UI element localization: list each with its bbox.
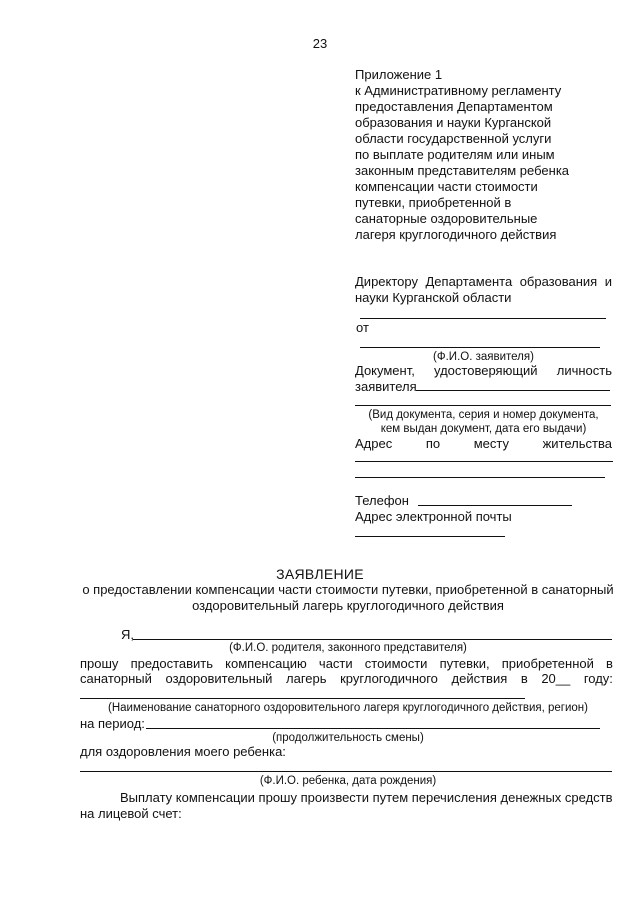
address-blank-line-2[interactable] [355,477,605,478]
word: лагерь [286,671,327,686]
word: в [520,671,528,686]
word: 20__ [541,671,571,686]
word: месту [473,436,509,451]
child-fio-hint: (Ф.И.О. ребенка, дата рождения) [259,775,437,787]
parent-fio-hint: (Ф.И.О. родителя, законного представителя) [229,642,467,654]
word: санаторный [80,671,152,686]
appendix-line: путевки, приобретенной в [355,195,512,210]
child-label: для оздоровления моего ребенка: [80,744,286,759]
email-label: Адрес электронной почты [355,509,512,524]
camp-name-line[interactable] [80,698,525,699]
statement-title: ЗАЯВЛЕНИЕ [276,566,364,582]
appendix-line: законным представителям ребенка [355,163,570,178]
page-number: 23 [312,36,328,51]
document-hint-2: кем выдан документ, дата его выдачи) [380,423,587,435]
word: части [318,656,353,671]
appendix-line: Приложение 1 [355,67,443,82]
appendix-line: образования и науки Курганской [355,115,552,130]
address-line [355,436,612,452]
email-blank-line[interactable] [355,536,505,537]
word: предоставить [130,656,214,671]
camp-name-hint: (Наименование санаторного оздоровительного лагеря круглогодичного действия, регион) [108,702,588,714]
word: по [425,436,441,451]
appendix-line: компенсации части стоимости [355,179,538,194]
word: удостоверяющий [434,363,538,378]
payment-line-1: Выплату компенсации прошу произвести путем перечисления денежных средств [120,790,613,805]
document-blank-line[interactable] [416,390,610,391]
document-blank-line-2[interactable] [355,405,611,406]
addressee-blank-line[interactable] [360,318,606,319]
i-label: Я, [121,627,134,642]
word: Директору [355,274,418,289]
appendix-line: области государственной услуги [355,131,552,146]
word: оздоровительный [165,671,273,686]
word: образования [519,274,598,289]
word: круглогодичного [340,671,438,686]
statement-subtitle-1: о предоставлении компенсации части стоимости путевки, приобретенной в санаторный [82,582,614,597]
applicant-fio-hint: (Ф.И.О. заявителя) [433,351,534,363]
period-line[interactable] [146,728,600,729]
word: личность [556,363,612,378]
word: в [606,656,613,671]
word: и [604,274,612,289]
word: Департамента [425,274,513,289]
word: году: [583,671,613,686]
word: приобретенной [501,656,594,671]
request-line-1 [80,656,613,672]
from-label: от [356,320,369,335]
word: Адрес [355,436,393,451]
address-blank-line[interactable] [355,461,613,462]
phone-label: Телефон [355,493,409,508]
word: Документ, [355,363,415,378]
document-hint-1: (Вид документа, серия и номер документа, [368,409,599,421]
phone-blank-line[interactable] [418,505,572,506]
document-line-2-label: заявителя [355,379,417,394]
addressee-line-2: науки Курганской области [355,290,512,305]
period-hint: (продолжительность смены) [272,732,424,744]
period-label: на период: [80,716,145,731]
addressee-line-1 [355,274,612,290]
word: путевки, [439,656,490,671]
document-line-1 [355,363,612,379]
word: прошу [80,656,119,671]
appendix-line: санаторные оздоровительные [355,211,538,226]
applicant-fio-line[interactable] [360,347,600,348]
word: жительства [542,436,612,451]
word: действия [451,671,508,686]
word: стоимости [364,656,428,671]
request-line-2 [80,671,613,687]
appendix-line: к Административному регламенту [355,83,562,98]
appendix-line: по выплате родителям или иным [355,147,555,162]
statement-subtitle-2: оздоровительный лагерь круглогодичного действия [192,598,504,613]
word: компенсацию [225,656,307,671]
child-fio-line[interactable] [80,771,612,772]
payment-line-2: на лицевой счет: [80,806,182,821]
appendix-line: лагеря круглогодичного действия [355,227,557,242]
appendix-line: предоставления Департаментом [355,99,553,114]
